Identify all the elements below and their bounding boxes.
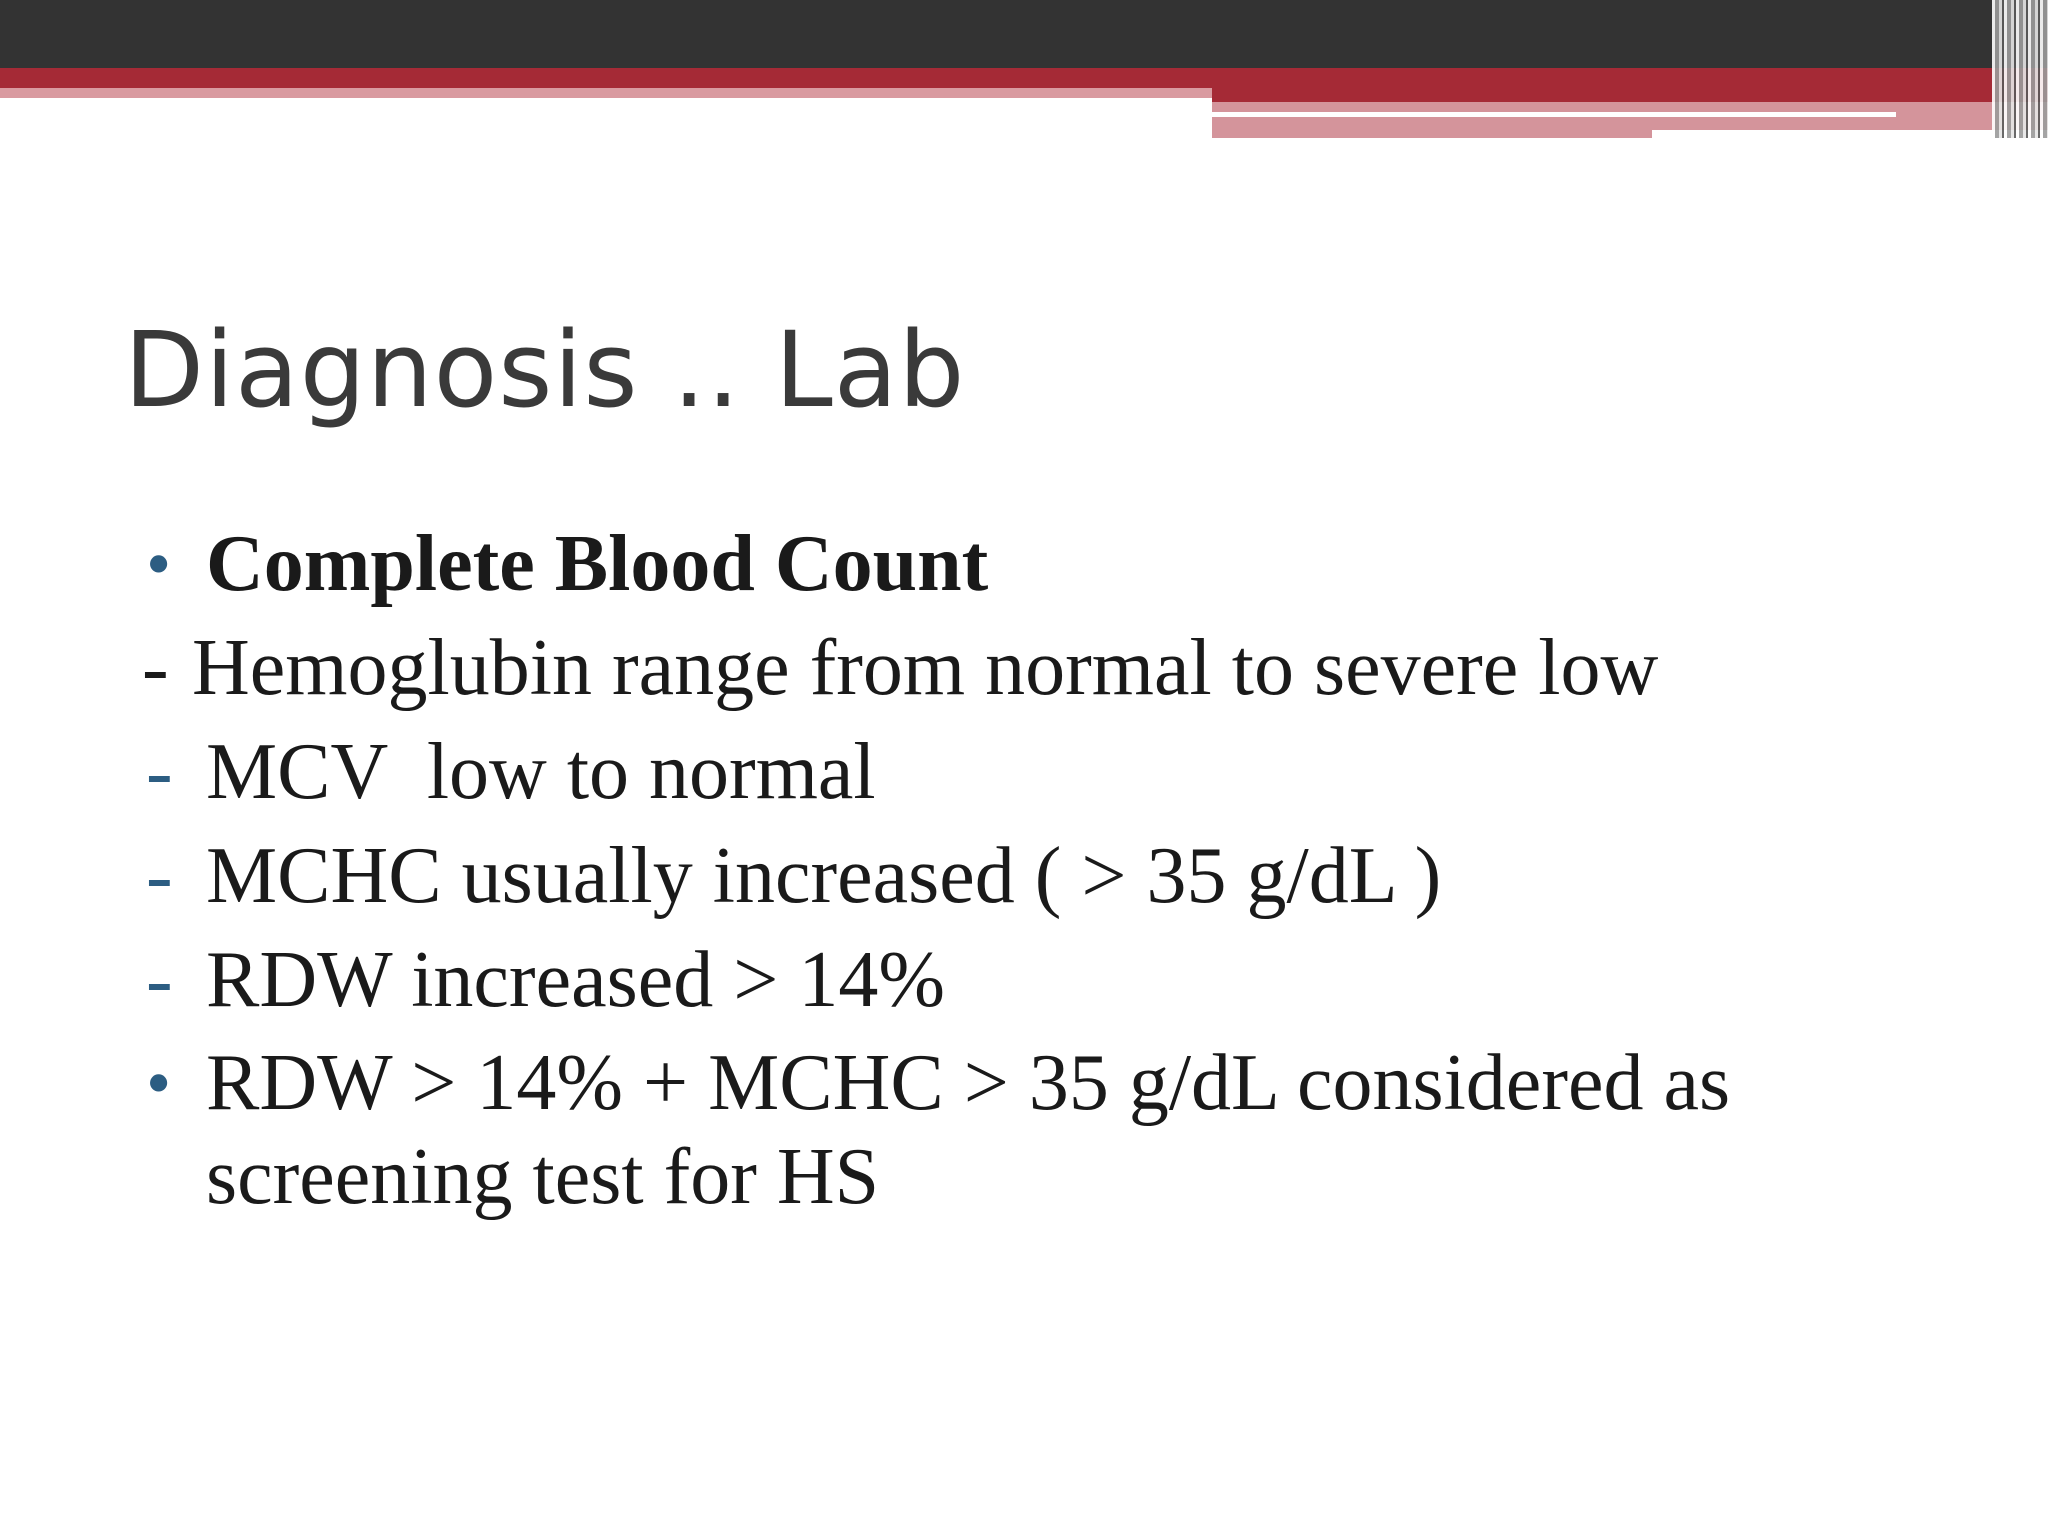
header-pink-band-left — [0, 88, 1212, 98]
list-item-text: RDW increased > 14% — [206, 936, 945, 1024]
header-white-line — [1212, 112, 1896, 117]
list-item-text: MCHC usually increased ( > 35 g/dL ) — [206, 832, 1442, 920]
header-red-band-right — [1212, 88, 2048, 102]
header-pink-step — [1212, 124, 1652, 138]
list-item-rdw — [146, 928, 2006, 1032]
list-item-mcv — [146, 720, 2006, 824]
slide-body — [142, 512, 2006, 1224]
header-dark-band — [0, 0, 2048, 68]
header-red-band — [0, 68, 2048, 88]
slide-title: Diagnosis .. Lab — [124, 309, 966, 431]
list-item-hemoglobin — [142, 616, 2006, 720]
header-edge-stripes — [1992, 0, 2048, 138]
list-item-text: Complete Blood Count — [206, 520, 989, 608]
bullet-marker: • — [146, 1043, 172, 1123]
header-white-tail — [1652, 130, 2048, 138]
list-item-text: MCV low to normal — [206, 728, 876, 816]
list-item-cbc — [146, 512, 2006, 616]
list-item-text: RDW > 14% + MCHC > 35 g/dL considered as screening test for HS — [206, 1039, 1731, 1221]
dash-marker: - — [146, 936, 173, 1024]
list-item-text: Hemoglubin range from normal to severe low — [192, 624, 1659, 712]
dash-marker: - — [146, 832, 173, 920]
list-item-mchc — [146, 824, 2006, 928]
bullet-marker: • — [146, 524, 172, 604]
dash-marker: - — [146, 728, 173, 816]
dash-marker: - — [142, 624, 169, 712]
list-item-screening — [146, 1036, 2006, 1224]
